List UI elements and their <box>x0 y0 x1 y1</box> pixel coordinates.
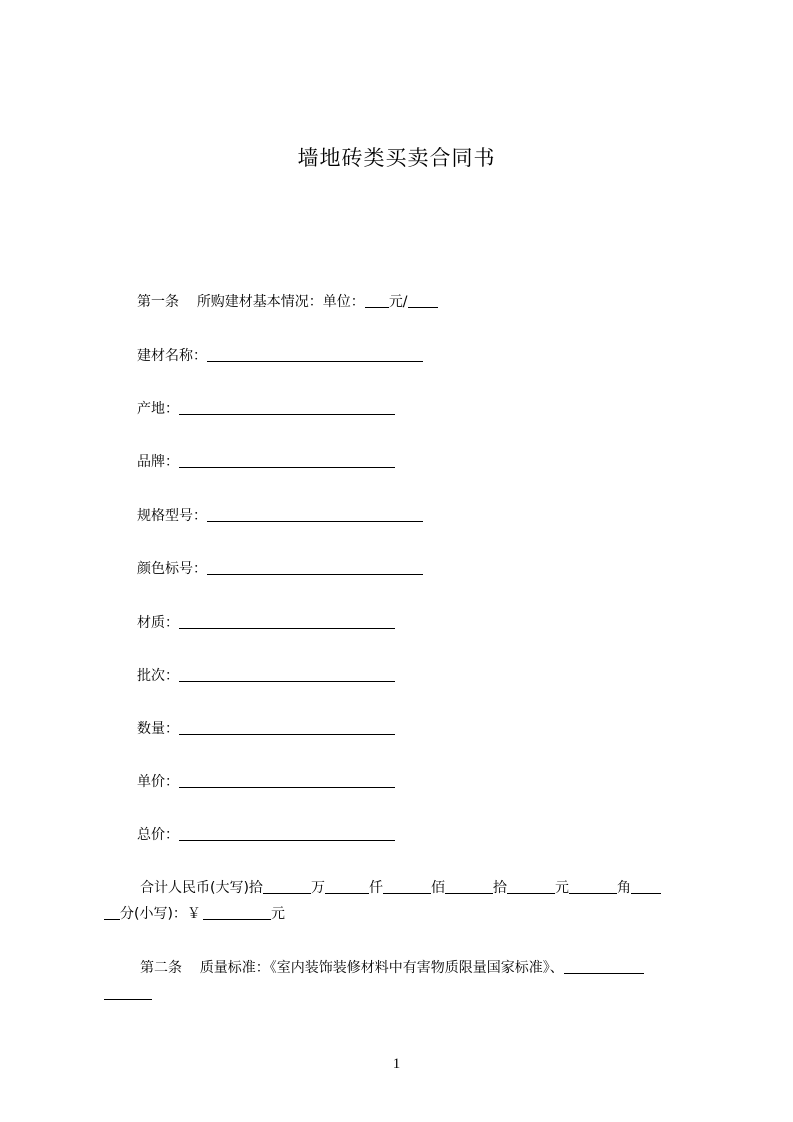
field-quantity <box>137 719 395 739</box>
total-line-1 <box>140 878 661 898</box>
field-label: 建材名称： <box>137 348 207 364</box>
yuan-label: 元 <box>554 880 569 896</box>
fen-label: 分(小写)：￥ <box>120 906 201 922</box>
field-blank[interactable] <box>179 614 395 629</box>
yuan-blank[interactable] <box>569 879 617 894</box>
field-blank[interactable] <box>207 560 423 575</box>
field-label: 规格型号： <box>137 508 207 524</box>
shi-label: 拾 <box>492 880 507 896</box>
field-unit-price <box>137 772 395 792</box>
qian-blank[interactable] <box>383 879 431 894</box>
article1-line <box>137 292 438 312</box>
shi-blank[interactable] <box>507 879 555 894</box>
field-label: 材质： <box>137 615 179 631</box>
field-total-price <box>137 825 395 845</box>
field-spec-model <box>137 506 423 526</box>
field-blank[interactable] <box>207 507 423 522</box>
field-blank[interactable] <box>207 347 423 362</box>
total-line-2 <box>104 904 285 924</box>
field-origin <box>137 399 395 419</box>
document-title: 墙地砖类买卖合同书 <box>297 146 496 170</box>
field-blank[interactable] <box>179 400 395 415</box>
field-label: 产地： <box>137 401 179 417</box>
field-label: 数量： <box>137 721 179 737</box>
article1-heading: 第一条 <box>137 294 179 310</box>
field-batch <box>137 666 395 686</box>
jiao-blank[interactable] <box>631 879 661 894</box>
unit-price-blank[interactable] <box>365 293 389 308</box>
field-blank[interactable] <box>179 773 395 788</box>
fen-blank[interactable] <box>104 905 120 920</box>
bai-label: 佰 <box>430 880 445 896</box>
standard-blank[interactable] <box>564 959 644 974</box>
unit-blank[interactable] <box>408 293 438 308</box>
article2-heading: 第二条 <box>140 960 182 976</box>
standard-blank-cont[interactable] <box>104 985 152 1000</box>
field-brand <box>137 452 395 472</box>
field-label: 总价： <box>137 827 179 843</box>
article1-text: 所购建材基本情况：单位： <box>196 294 365 310</box>
total-prefix: 合计人民币(大写)拾 <box>140 880 263 896</box>
field-material <box>137 613 395 633</box>
field-label: 颜色标号： <box>137 561 207 577</box>
shiwan-blank[interactable] <box>263 879 311 894</box>
qian-label: 仟 <box>368 880 383 896</box>
field-blank[interactable] <box>179 826 395 841</box>
field-label: 批次： <box>137 668 179 684</box>
unit-sep: 元/ <box>388 294 408 310</box>
field-blank[interactable] <box>179 667 395 682</box>
field-color-code <box>137 559 423 579</box>
wan-blank[interactable] <box>325 879 369 894</box>
field-material-name <box>137 346 423 366</box>
bai-blank[interactable] <box>445 879 493 894</box>
article2-text: 质量标准：《室内装饰装修材料中有害物质限量国家标准》、 <box>199 960 564 976</box>
field-label: 单价： <box>137 774 179 790</box>
wan-label: 万 <box>310 880 325 896</box>
field-label: 品牌： <box>137 454 179 470</box>
article2-line <box>140 958 644 978</box>
yuan2-label: 元 <box>270 906 285 922</box>
jiao-label: 角 <box>616 880 631 896</box>
amount-blank[interactable] <box>203 905 271 920</box>
field-blank[interactable] <box>179 720 395 735</box>
page-number: 1 <box>392 1056 401 1072</box>
field-blank[interactable] <box>179 453 395 468</box>
article2-line-2 <box>104 984 152 1004</box>
